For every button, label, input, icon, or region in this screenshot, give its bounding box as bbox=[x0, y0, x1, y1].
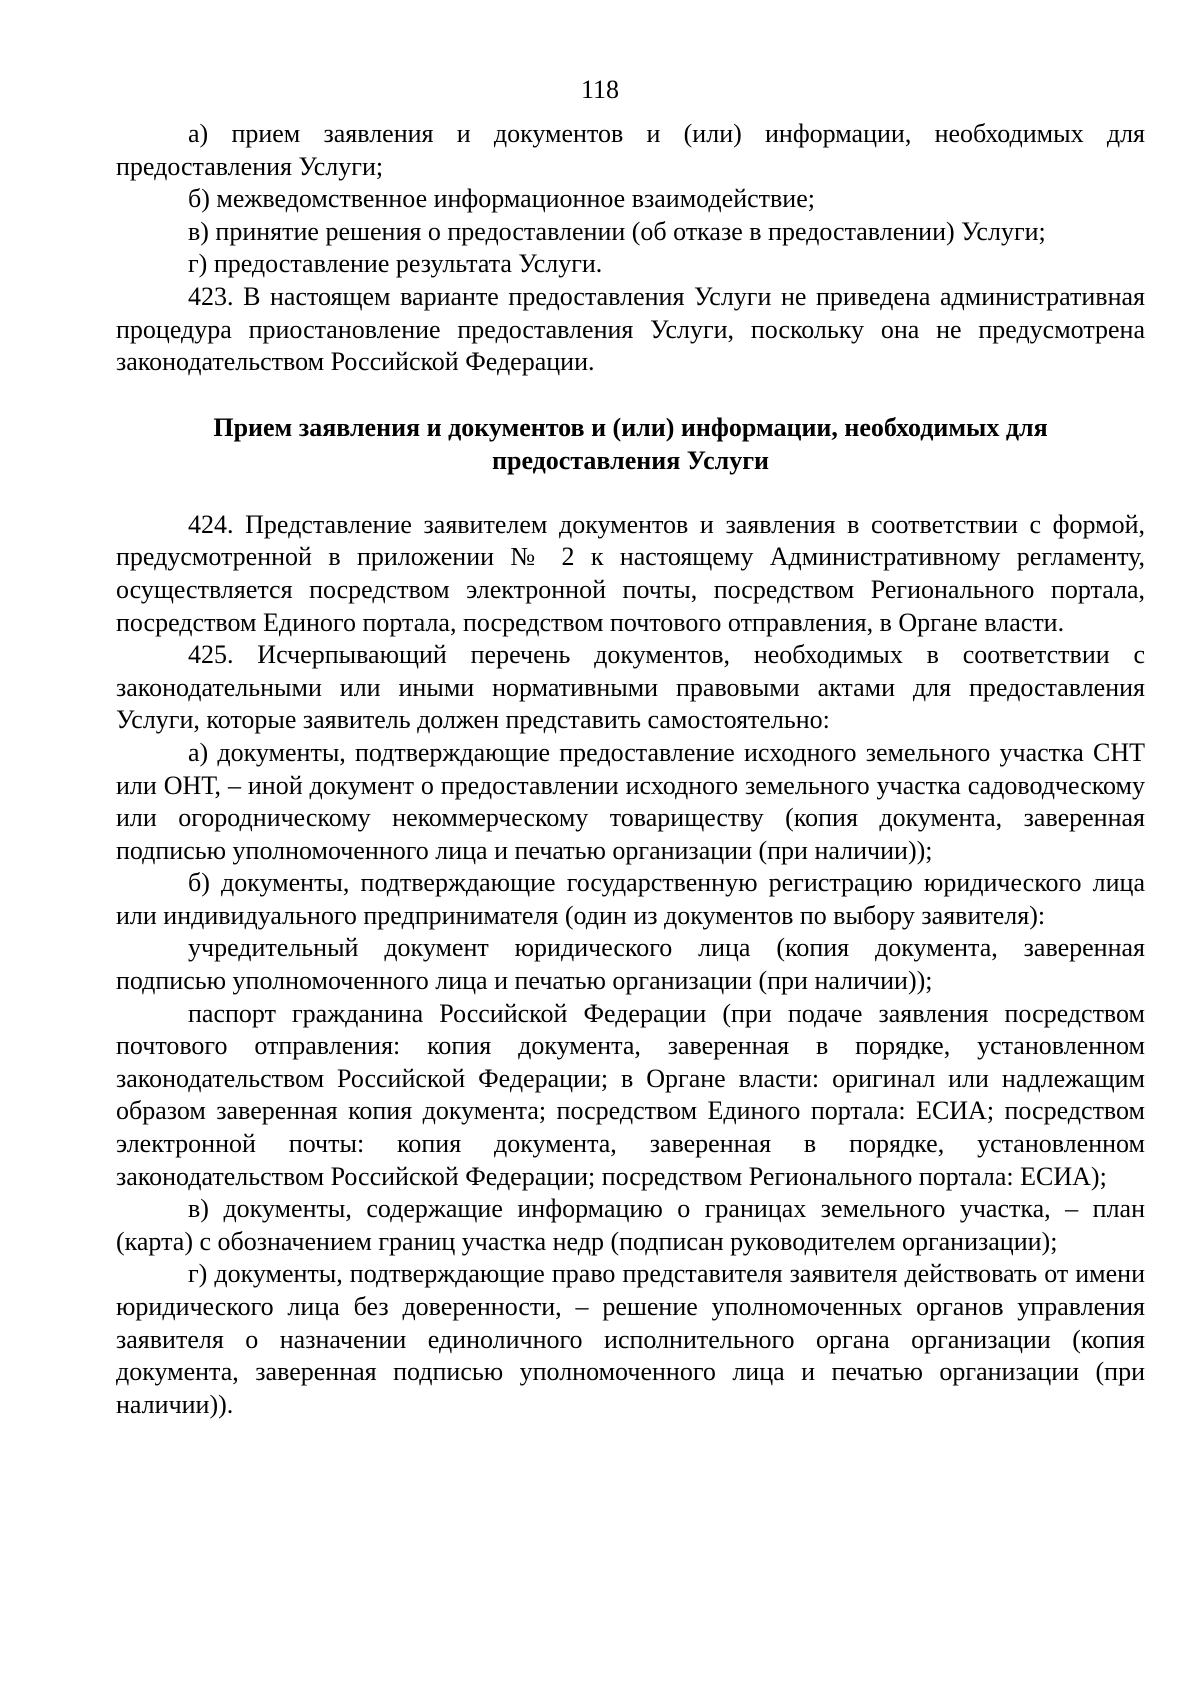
section-heading bbox=[116, 411, 1145, 477]
list-item-b-documents: б) документы, подтверждающие государственную регистрацию юридического лица или индивидуального предпринимателя (один из документов по выбору заявителя): bbox=[116, 868, 1145, 930]
page-number: 118 bbox=[580, 75, 620, 104]
list-item-v: в) принятие решения о предоставлении (об отказе в предоставлении) Услуги; bbox=[188, 216, 1046, 246]
list-item-a: а) прием заявления и документов и (или) информации, необходимых для предоставления Услуги; bbox=[116, 119, 1145, 181]
list-item-v-documents: в) документы, содержащие информацию о границах земельного участка, – план (карта) с обозначением границ участка недр (подписан руководителем организации); bbox=[116, 1194, 1145, 1256]
list-item-b: б) межведомственное информационное взаимодействие; bbox=[188, 184, 815, 214]
document-body bbox=[116, 118, 1145, 1421]
list-item-g: г) предоставление результата Услуги. bbox=[188, 249, 603, 279]
paragraph-423: 423. В настоящем варианте предоставления Услуги не приведена административная процедура приостановление предоставления Услуги, поскольку она не предусмотрена законодательством Российской Федерации. bbox=[116, 281, 1145, 377]
list-item-g-documents: г) документы, подтверждающие право представителя заявителя действовать от имени юридического лица без доверенности, – решение уполномоченных органов управления заявителя о назначении единоличного исполнительного органа организации (копия документа, заверенная подписью уполномоченного лица и печатью организации (при наличии)). bbox=[116, 1259, 1145, 1419]
paragraph-425: 425. Исчерпывающий перечень документов, необходимых в соответствии с законодательными или иными нормативными правовыми актами для предоставления Услуги, которые заявитель должен представить самостоятельно: bbox=[116, 640, 1145, 735]
section-heading-line-1: Прием заявления и документов и (или) информации, необходимых для bbox=[213, 412, 1048, 442]
section-heading-line-2: предоставления Услуги bbox=[492, 445, 769, 475]
founding-document-paragraph: учредительный документ юридического лица (копия документа, заверенная подписью уполномоченного лица и печатью организации (при наличии)); bbox=[116, 933, 1145, 996]
list-item-a-documents: а) документы, подтверждающие предоставление исходного земельного участка СНТ или ОНТ, – иной документ о предоставлении исходного земельного участка садоводческому или огородническому некоммерческому товариществу (копия документа, заверенная подписью уполномоченного лица и печатью организации (при наличии)); bbox=[116, 737, 1145, 865]
passport-paragraph: паспорт гражданина Российской Федерации (при подаче заявления посредством почтового отправления: копия документа, заверенная в порядке, установленном законодательством Российской Федерации; в Органе власти: оригинал или надлежащим образом заверенная копия документа; посредством Единого портала: ЕСИА; посредством электронной почты: копия документа, заверенная в порядке, установленном законодательством Российской Федерации; посредством Регионального портала: ЕСИА); bbox=[116, 998, 1145, 1191]
paragraph-424: 424. Представление заявителем документов и заявления в соответствии с формой, предусмотренной в приложении № 2 к настоящему Административному регламенту, осуществляется посредством электронной почты, посредством Регионального портала, посредством Единого портала, посредством почтового отправления, в Органе власти. bbox=[116, 509, 1145, 637]
